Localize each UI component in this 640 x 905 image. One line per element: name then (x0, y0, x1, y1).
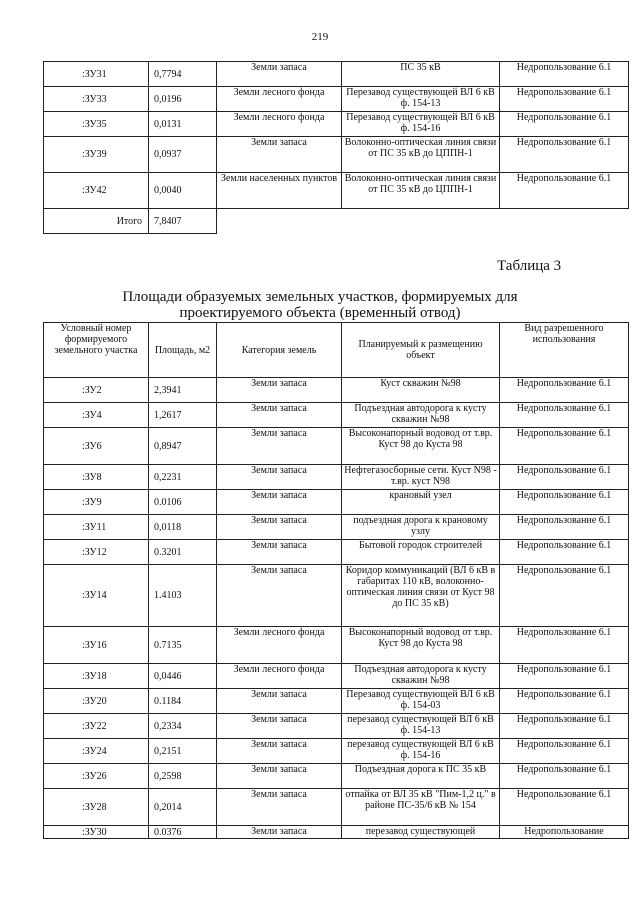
plot-id-cell: :ЗУ31 (44, 62, 149, 87)
land-category-cell: Земли запаса (217, 515, 342, 540)
permitted-use-cell: Недропользование 6.1 (500, 112, 629, 137)
table-row (44, 540, 629, 565)
permitted-use-cell: Недропользование 6.1 (500, 764, 629, 789)
table-row (44, 627, 629, 664)
area-cell: 0,8947 (149, 428, 217, 465)
header-category: Категория земель (217, 323, 342, 378)
table-3-label: Таблица 3 (497, 258, 562, 274)
planned-object-cell: Волоконно-оптическая линия связи от ПС 35 кВ до ЦППН-1 (342, 137, 500, 173)
land-category-cell: Земли запаса (217, 789, 342, 826)
table-3-title (0, 289, 640, 321)
permitted-use-cell: Недропользование 6.1 (500, 62, 629, 87)
planned-object-cell: Подъездная автодорога к кусту скважин №98 (342, 664, 500, 689)
table-row (44, 465, 629, 490)
table-3-header-row (44, 323, 629, 378)
land-category-cell: Земли лесного фонда (217, 664, 342, 689)
plot-id-cell: :ЗУ22 (44, 714, 149, 739)
plot-id-cell: :ЗУ11 (44, 515, 149, 540)
table-1-continued (43, 61, 629, 234)
table-3-title-line-2: проектируемого объекта (временный отвод) (179, 305, 461, 321)
table-row (44, 62, 629, 87)
plot-id-cell: :ЗУ39 (44, 137, 149, 173)
area-cell: 0,0040 (149, 173, 217, 209)
area-cell: 0,0196 (149, 87, 217, 112)
land-category-cell: Земли запаса (217, 764, 342, 789)
permitted-use-cell: Недропользование 6.1 (500, 490, 629, 515)
header-use: Вид разрешенного использования (500, 323, 629, 378)
land-category-cell: Земли запаса (217, 465, 342, 490)
plot-id-cell: :ЗУ42 (44, 173, 149, 209)
plot-id-cell: :ЗУ14 (44, 565, 149, 627)
area-cell: 0,2598 (149, 764, 217, 789)
planned-object-cell: Перезавод существующей ВЛ 6 кВ ф. 154-16 (342, 112, 500, 137)
area-cell: 1,2617 (149, 403, 217, 428)
land-category-cell: Земли лесного фонда (217, 112, 342, 137)
permitted-use-cell: Недропользование (500, 826, 629, 839)
planned-object-cell: перезавод существующей ВЛ 6 кВ ф. 154-16 (342, 739, 500, 764)
empty-cell (342, 209, 500, 234)
plot-id-cell: :ЗУ18 (44, 664, 149, 689)
planned-object-cell: Перезавод существующей ВЛ 6 кВ ф. 154-03 (342, 689, 500, 714)
planned-object-cell: крановый узел (342, 490, 500, 515)
planned-object-cell: Перезавод существующей ВЛ 6 кВ ф. 154-13 (342, 87, 500, 112)
area-cell: 0,0118 (149, 515, 217, 540)
plot-id-cell: :ЗУ28 (44, 789, 149, 826)
header-object: Планируемый к размещению объект (342, 323, 500, 378)
permitted-use-cell: Недропользование 6.1 (500, 87, 629, 112)
planned-object-cell: перезавод существующей (342, 826, 500, 839)
permitted-use-cell: Недропользование 6.1 (500, 137, 629, 173)
permitted-use-cell: Недропользование 6.1 (500, 540, 629, 565)
table-row (44, 112, 629, 137)
land-category-cell: Земли запаса (217, 490, 342, 515)
land-category-cell: Земли запаса (217, 714, 342, 739)
permitted-use-cell: Недропользование 6.1 (500, 515, 629, 540)
plot-id-cell: :ЗУ16 (44, 627, 149, 664)
area-cell: 0,0446 (149, 664, 217, 689)
plot-id-cell: :ЗУ8 (44, 465, 149, 490)
table-3-title-line-1: Площади образуемых земельных участков, формируемых для (122, 289, 518, 305)
plot-id-cell: :ЗУ9 (44, 490, 149, 515)
table-row (44, 714, 629, 739)
plot-id-cell: :ЗУ26 (44, 764, 149, 789)
area-cell: 0.7135 (149, 627, 217, 664)
table-row (44, 87, 629, 112)
plot-id-cell: :ЗУ35 (44, 112, 149, 137)
permitted-use-cell: Недропользование 6.1 (500, 428, 629, 465)
plot-id-cell: :ЗУ24 (44, 739, 149, 764)
land-category-cell: Земли запаса (217, 826, 342, 839)
area-cell: 0.3201 (149, 540, 217, 565)
land-category-cell: Земли населенных пунктов (217, 173, 342, 209)
table-row (44, 789, 629, 826)
land-category-cell: Земли лесного фонда (217, 627, 342, 664)
header-area: Площадь, м2 (149, 323, 217, 378)
land-category-cell: Земли запаса (217, 428, 342, 465)
area-cell: 2,3941 (149, 378, 217, 403)
planned-object-cell: подъездная дорога к крановому узлу (342, 515, 500, 540)
table-row (44, 428, 629, 465)
planned-object-cell: Высоконапорный водовод от т.вр. Куст 98 до Куста 98 (342, 627, 500, 664)
permitted-use-cell: Недропользование 6.1 (500, 565, 629, 627)
land-category-cell: Земли запаса (217, 403, 342, 428)
planned-object-cell: Бытовой городок строителей (342, 540, 500, 565)
area-cell: 1.4103 (149, 565, 217, 627)
area-cell: 0,2334 (149, 714, 217, 739)
table-row (44, 739, 629, 764)
area-cell: 0,2231 (149, 465, 217, 490)
table-row (44, 689, 629, 714)
table-row (44, 515, 629, 540)
permitted-use-cell: Недропользование 6.1 (500, 627, 629, 664)
plot-id-cell: :ЗУ2 (44, 378, 149, 403)
table-row (44, 137, 629, 173)
planned-object-cell: перезавод существующей ВЛ 6 кВ ф. 154-13 (342, 714, 500, 739)
land-category-cell: Земли запаса (217, 378, 342, 403)
permitted-use-cell: Недропользование 6.1 (500, 378, 629, 403)
total-row (44, 209, 629, 234)
planned-object-cell: Высоконапорный водовод от т.вр. Куст 98 до Куста 98 (342, 428, 500, 465)
table-row (44, 565, 629, 627)
land-category-cell: Земли запаса (217, 689, 342, 714)
permitted-use-cell: Недропользование 6.1 (500, 664, 629, 689)
planned-object-cell: отпайка от ВЛ 35 кВ "Пим-1,2 ц." в районе ПС-35/6 кВ № 154 (342, 789, 500, 826)
plot-id-cell: :ЗУ20 (44, 689, 149, 714)
total-label: Итого (44, 209, 149, 234)
plot-id-cell: :ЗУ30 (44, 826, 149, 839)
plot-id-cell: :ЗУ4 (44, 403, 149, 428)
table-row (44, 664, 629, 689)
land-category-cell: Земли запаса (217, 62, 342, 87)
plot-id-cell: :ЗУ33 (44, 87, 149, 112)
header-id: Условный номер формируемого земельного участка (44, 323, 149, 378)
empty-cell (217, 209, 342, 234)
permitted-use-cell: Недропользование 6.1 (500, 714, 629, 739)
table-row (44, 490, 629, 515)
permitted-use-cell: Недропользование 6.1 (500, 465, 629, 490)
table-row (44, 403, 629, 428)
permitted-use-cell: Недропользование 6.1 (500, 739, 629, 764)
plot-id-cell: :ЗУ12 (44, 540, 149, 565)
table-row (44, 764, 629, 789)
planned-object-cell: Подъездная автодорога к кусту скважин №98 (342, 403, 500, 428)
land-category-cell: Земли запаса (217, 565, 342, 627)
area-cell: 0,7794 (149, 62, 217, 87)
planned-object-cell: Волоконно-оптическая линия связи от ПС 35 кВ до ЦППН-1 (342, 173, 500, 209)
planned-object-cell: Куст скважин №98 (342, 378, 500, 403)
total-value: 7,8407 (149, 209, 217, 234)
area-cell: 0,2014 (149, 789, 217, 826)
land-category-cell: Земли запаса (217, 137, 342, 173)
area-cell: 0.0376 (149, 826, 217, 839)
area-cell: 0.1184 (149, 689, 217, 714)
land-category-cell: Земли запаса (217, 739, 342, 764)
area-cell: 0.0106 (149, 490, 217, 515)
table-row (44, 378, 629, 403)
land-category-cell: Земли запаса (217, 540, 342, 565)
land-category-cell: Земли лесного фонда (217, 87, 342, 112)
permitted-use-cell: Недропользование 6.1 (500, 403, 629, 428)
planned-object-cell: Коридор коммуникаций (ВЛ 6 кВ в габаритах 110 кВ, волоконно-оптическая линия связи от Куст 98 до ПС 35 кВ) (342, 565, 500, 627)
permitted-use-cell: Недропользование 6.1 (500, 173, 629, 209)
table-row (44, 173, 629, 209)
empty-cell (500, 209, 629, 234)
page-number: 219 (311, 31, 329, 43)
table-row (44, 826, 629, 839)
area-cell: 0,0131 (149, 112, 217, 137)
area-cell: 0,0937 (149, 137, 217, 173)
area-cell: 0,2151 (149, 739, 217, 764)
plot-id-cell: :ЗУ6 (44, 428, 149, 465)
planned-object-cell: ПС 35 кВ (342, 62, 500, 87)
planned-object-cell: Подъездная дорога к ПС 35 кВ (342, 764, 500, 789)
permitted-use-cell: Недропользование 6.1 (500, 689, 629, 714)
table-3 (43, 322, 629, 839)
planned-object-cell: Нефтегазосборные сети. Куст N98 - т.вр. куст N98 (342, 465, 500, 490)
permitted-use-cell: Недропользование 6.1 (500, 789, 629, 826)
